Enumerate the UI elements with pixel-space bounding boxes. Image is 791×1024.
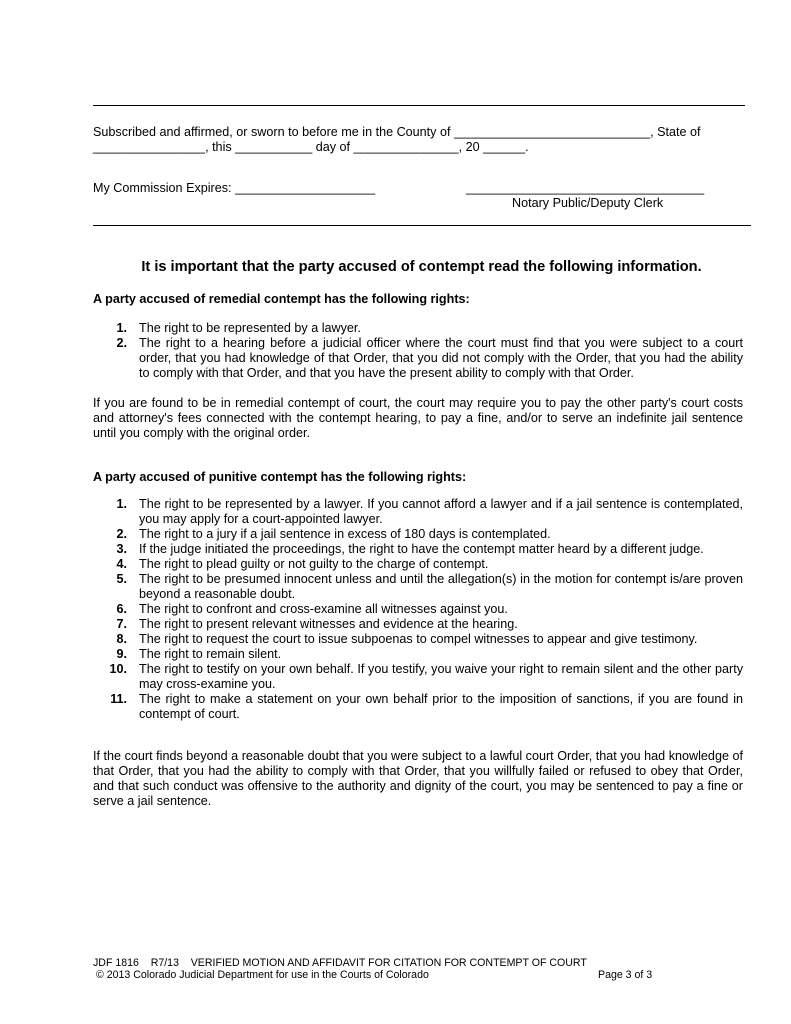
top-divider [93, 105, 745, 106]
closing-paragraph: If the court finds beyond a reasonable doubt that you were subject to a lawful court Order, that you had knowledge of that Order, that you had the ability to comply with that Order, that you willfully failed or refused to obey that Order, and that such conduct was offensive to the authority and dignity of the court, you may be sentenced to pay a fine or serve a jail sentence. [93, 749, 743, 808]
punitive-rights-list [93, 497, 743, 722]
subscribed-line-1: Subscribed and affirmed, or sworn to before me in the County of ____________________________, State of [93, 125, 701, 139]
subscribed-line-2: ________________, this ___________ day of _______________, 20 ______. [93, 140, 529, 154]
footer-form-id: JDF 1816 R7/13 VERIFIED MOTION AND AFFIDAVIT FOR CITATION FOR CONTEMPT OF COURT [93, 957, 587, 969]
list-item: 11. The right to make a statement on your own behalf prior to the imposition of sanctions, if you are found in contempt of court. [110, 692, 743, 721]
footer-page-number: Page 3 of 3 [598, 969, 653, 981]
list-item: 7. The right to present relevant witnesses and evidence at the hearing. [116, 617, 518, 631]
notary-signature-line: __________________________________ [466, 181, 705, 195]
list-item: 5. The right to be presumed innocent unless and until the allegation(s) in the motion for contempt is/are proven beyond a reasonable doubt. [116, 572, 743, 601]
footer-copyright: © 2013 Colorado Judicial Department for use in the Courts of Colorado [96, 969, 429, 981]
list-item: 6. The right to confront and cross-examine all witnesses against you. [116, 602, 508, 616]
remedial-paragraph: If you are found to be in remedial contempt of court, the court may require you to pay the other party's court costs and attorney's fees connected with the contempt hearing, to pay a fine, and/or to serve an indefinite jail sentence until you comply with the original order. [93, 396, 743, 440]
list-item: 2. The right to a hearing before a judicial officer where the court must find that you were subject to a court order, that you had knowledge of that Order, that you did not comply with the Order, that you had the ability to comply with that Order, and that you have the present ability to comply with that Order. [116, 336, 743, 380]
remedial-title: A party accused of remedial contempt has the following rights: [93, 292, 470, 306]
list-item: 1. The right to be represented by a lawyer. [116, 321, 361, 335]
notary-signature-label: Notary Public/Deputy Clerk [512, 196, 664, 210]
list-item: 4. The right to plead guilty or not guilty to the charge of contempt. [116, 557, 489, 571]
commission-expires: My Commission Expires: ____________________ [93, 181, 376, 195]
list-item: 8. The right to request the court to issue subpoenas to compel witnesses to appear and give testimony. [116, 632, 698, 646]
list-item: 9. The right to remain silent. [116, 647, 282, 661]
notary-bottom-divider [93, 225, 751, 226]
list-item: 2. The right to a jury if a jail sentence in excess of 180 days is contemplated. [116, 527, 551, 541]
list-item: 1. The right to be represented by a lawyer. If you cannot afford a lawyer and if a jail sentence is contemplated, you may apply for a court-appointed lawyer. [116, 497, 743, 526]
info-heading: It is important that the party accused of contempt read the following information. [141, 259, 702, 275]
list-item: 10. The right to testify on your own behalf. If you testify, you waive your right to remain silent and the other party may cross-examine you. [109, 662, 743, 691]
remedial-rights-list [93, 321, 743, 381]
list-item: 3. If the judge initiated the proceedings, the right to have the contempt matter heard by a different judge. [116, 542, 704, 556]
punitive-title: A party accused of punitive contempt has the following rights: [93, 470, 467, 484]
